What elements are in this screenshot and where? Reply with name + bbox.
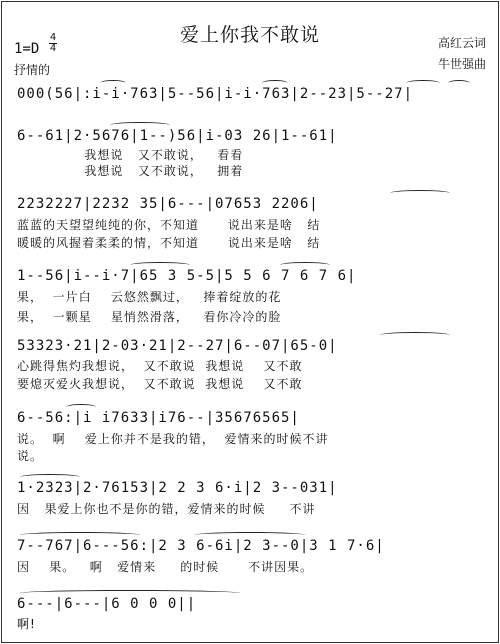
lyricist-credit: 高红云词 <box>437 36 486 50</box>
tempo-mood: 抒情的 <box>14 63 51 77</box>
lyric-line-9: 啊! <box>17 617 36 631</box>
lyric-line-3a: 蓝蓝的天望望纯纯的你，不知道 说出来是啥 结 <box>17 218 321 232</box>
lyric-line-2a: 我想说 又不敢说， 看看 <box>17 148 244 162</box>
slur <box>20 590 240 596</box>
slur <box>66 404 96 410</box>
key-signature: 1=D <box>14 41 40 57</box>
song-title: 爱上你我不敢说 <box>179 24 320 46</box>
slur <box>130 262 190 268</box>
slur <box>380 332 450 338</box>
lyric-line-6b: 说。 <box>17 449 44 463</box>
lyric-line-4b: 果， 一颗星 星悄然滑落， 看你冷冷的脸 <box>17 310 282 324</box>
lyric-line-2b: 我想说 又不敢说， 拥着 <box>17 164 244 178</box>
lyric-line-5b: 要熄灭爱火我想说， 又不敢说 我想说 又不敢 <box>17 377 303 391</box>
notation-line-7: 1·2323|2·76153|2 2 3 6·i|2 3--031| <box>17 480 338 496</box>
time-signature: 4 4 <box>49 32 57 54</box>
slur <box>280 262 330 268</box>
slur <box>20 474 80 480</box>
slur <box>406 80 440 86</box>
slur <box>195 532 305 538</box>
lyric-line-3b: 暖暖的风握着柔柔的情，不知道 说出来是啥 结 <box>17 236 321 250</box>
notation-line-1: 000(56|:i-i·763|5--56|i-i·763|2--23|5--27| <box>17 86 414 102</box>
notation-line-5: 53323·21|2-03·21|2--27|6--07|65-0| <box>17 338 338 354</box>
composer-credit: 牛世强曲 <box>437 57 486 71</box>
slur <box>448 80 470 86</box>
lyric-line-7: 因 果爱上你也不是你的错，爱情来的时候 不讲 <box>17 502 316 516</box>
lyric-line-5a: 心跳得焦灼我想说， 又不敢说 我想说 又不敢 <box>17 359 303 373</box>
lyric-line-8: 因 果。 啊 爱情来 的时候 不讲因果。 <box>17 560 314 574</box>
notation-line-6: 6--56:|i i7633|i76--|35676565| <box>17 410 300 426</box>
slur <box>390 190 450 196</box>
slur <box>100 80 126 86</box>
slur <box>20 532 140 538</box>
notation-line-9: 6---|6---|6 0 0 0|| <box>17 596 197 612</box>
slur <box>110 122 170 128</box>
slur <box>262 80 288 86</box>
lyric-line-4a: 果， 一片白 云悠然飘过， 捧着绽放的花 <box>17 290 282 304</box>
lyric-line-6a: 说。 啊 爱上你并不是我的错， 爱情来的时候不讲 <box>17 432 329 446</box>
notation-line-3: 2232227|2232 35|6---|07653 2206| <box>17 196 319 212</box>
notation-line-2: 6--61|2·5676|1--)56|i-03 26|1--61| <box>17 128 338 144</box>
notation-line-4: 1--56|i--i·7|65 3 5-5|5 5 6 7 6 7 6| <box>17 268 357 284</box>
notation-line-8: 7--767|6---56:|2 3 6-6i|2 3--0|3 1 7·6| <box>17 538 385 554</box>
